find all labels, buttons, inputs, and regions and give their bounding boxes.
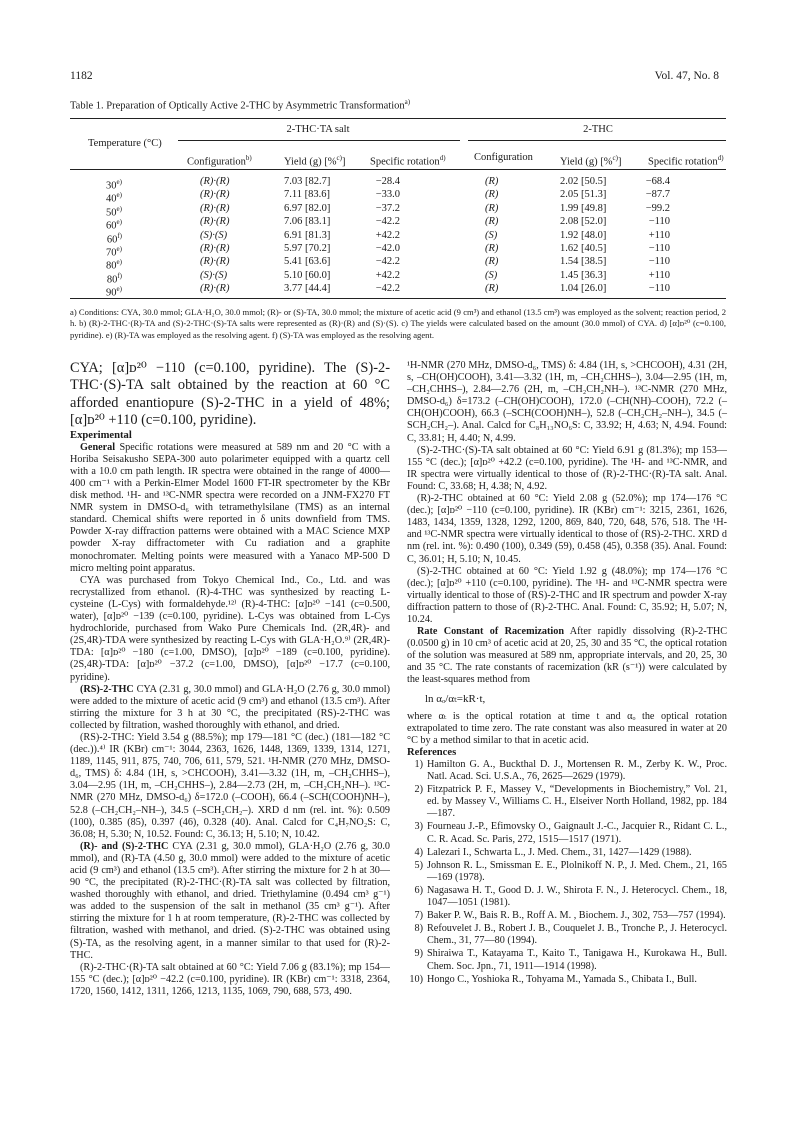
cell-config2: (R)	[485, 256, 499, 268]
cell-temperature-value: 80	[106, 260, 117, 272]
cell-rot: −42.2	[375, 216, 400, 228]
rate-run-in: Rate Constant of Racemization	[417, 626, 564, 638]
cell-config: (R)·(R)	[200, 256, 230, 268]
page-number: 1182	[70, 70, 93, 82]
header-yield-salt	[284, 152, 345, 169]
cell-config: (R)·(R)	[200, 216, 230, 228]
rs2-text: CYA (2.31 g, 30.0 mmol), GLA·H₂O (2.76 g, 30.0 mmol), and (R)-TA (4.50 g, 30.0 mmol) were added to the mixture of acetic acid (9 cm³) and ethanol (13.5 cm³). After stirring the mixture for 2 h at 30—90 °C, the precipitated (R)-2-THC·(R)-TA salt was collected by filtration, washed thoroughly with ethanol, and dried. Triethylamine (0.494 cm³ g⁻¹) was added to the suspension of the salt in methanol (35 cm³ g⁻¹). After stirring the mixture for 1 h at room temperature, (R)-2-THC was collected by filtration, washed with methanol, and dried. (S)-2-THC was obtained using (S)-TA, as the resolving agent, in a manner similar to that used for (R)-2-THC.	[70, 840, 390, 961]
cell-config: (R)·(R)	[200, 243, 230, 254]
cell-config: (S)·(S)	[200, 229, 228, 241]
cell-config2: (S)	[485, 269, 498, 281]
cell-rot: −42.0	[375, 243, 400, 254]
general-paragraph	[70, 442, 390, 575]
references-list	[407, 759, 727, 986]
cell-rot2: −68.4	[645, 176, 670, 187]
cell-rot: +42.2	[375, 229, 400, 241]
cell-config2: (R)	[485, 243, 499, 254]
reference-text: Baker P. W., Bais R. B., Roff A. M. , Biochem. J., 302, 753—757 (1994).	[427, 910, 726, 922]
header-rotation-salt	[370, 152, 446, 169]
cell-rot2: −110	[648, 216, 670, 228]
cell-rot2: −110	[648, 256, 670, 268]
rate-text: After rapidly dissolving (R)-2-THC (0.0500 g) in 10 cm³ of acetic acid at 20, 25, 30 and 35 °C, the optical rotation of the solution was measured at 589 nm, appropriate intervals, and 20, 25, 30 and 35 °C. The rate constants of racemization (kR (s⁻¹)) were calculated by the least-squares method from	[407, 626, 727, 686]
cell-rot2: +110	[648, 269, 670, 281]
cell-rot: −33.0	[375, 189, 400, 201]
s-thc-paragraph: (S)-2-THC obtained at 60 °C: Yield 1.92 g (48.0%); mp 174—176 °C (dec.); [α]ᴅ²⁰ +110 (c=0.100, pyridine). The ¹H- and ¹³C-NMR spectra were virtually identical to those of (RS)-2-THC and IR spectrum and powder X-ray diffraction pattern to those of (R)-2-THC. Anal. Found: C, 35.92; H, 5.07; N, 10.24.	[407, 565, 727, 625]
reference-item	[407, 784, 727, 820]
header-rotation-thc	[648, 152, 724, 169]
cell-config: (R)·(R)	[200, 176, 230, 187]
header-rotation-salt-text: Specific rotation	[370, 156, 440, 168]
cell-yield2: 1.54 [38.5]	[560, 256, 607, 268]
cell-yield2: 1.04 [26.0]	[560, 283, 607, 295]
cell-rot2: −99.2	[645, 202, 670, 214]
header-yield-thc	[560, 152, 621, 169]
cell-yield2: 1.45 [36.3]	[560, 269, 607, 281]
cell-temperature-mark: f)	[117, 231, 122, 240]
header-rotation-thc-mark: d)	[717, 154, 724, 162]
header-configuration-salt-mark: b)	[245, 154, 252, 162]
ss-salt-paragraph: (S)-2-THC·(S)-TA salt obtained at 60 °C: Yield 6.91 g (81.3%); mp 153—155 °C (dec.); [α]ᴅ²⁰ +42.2 (c=0.100, pyridine). The ¹H- and ¹³C-NMR, and IR spectra were virtually identical to those of (R)-2-THC·(R)-TA salt. Anal. Found: C, 33.68; H, 4.38; N, 4.92.	[407, 444, 727, 492]
header-group-salt: 2-THC·TA salt	[286, 124, 350, 135]
cell-yield2: 1.99 [49.8]	[560, 202, 607, 214]
cell-temperature-value: 60	[106, 220, 117, 232]
left-column	[70, 360, 390, 998]
reference-text: Hongo C., Yoshioka R., Tohyama M., Yamada S., Chibata I., Bull.	[427, 973, 697, 985]
cell-rot2: −110	[648, 243, 670, 254]
reference-item	[407, 759, 727, 783]
reference-text: Refouvelet J. B., Robert J. B., Couquelet J. B., Tronche P., J. Heterocycl. Chem., 31, 77—80 (1994).	[427, 923, 727, 947]
cell-yield2: 2.08 [52.0]	[560, 216, 607, 228]
cell-temperature-mark: f)	[117, 271, 122, 280]
header-configuration-thc: Configuration	[474, 152, 533, 163]
cell-temperature-mark: e)	[116, 258, 122, 267]
cell-yield2: 2.05 [51.3]	[560, 189, 607, 201]
reference-item	[407, 974, 727, 986]
cell-temperature-value: 50	[106, 207, 117, 219]
cell-config: (R)·(R)	[200, 202, 230, 214]
reference-text: Nagasawa H. T., Good D. J. W., Shirota F. N., J. Heterocycl. Chem., 18, 1047—1051 (1981).	[427, 884, 727, 909]
rs-paragraph	[70, 684, 390, 732]
reference-item	[407, 923, 727, 947]
cell-temperature-value: 30	[106, 180, 117, 192]
cell-yield: 7.06 [83.1]	[284, 216, 331, 228]
cell-config2: (R)	[485, 202, 499, 214]
cell-temperature-value: 90	[106, 287, 117, 299]
header-configuration-salt-text: Configuration	[187, 156, 246, 168]
header-yield-thc-mark: c)	[612, 154, 618, 162]
cell-config2: (R)	[485, 189, 499, 201]
table-bottom-rule	[70, 298, 726, 299]
table-caption	[70, 98, 410, 112]
nmr-continuation: ¹H-NMR (270 MHz, DMSO-d₆, TMS) δ: 4.84 (1H, s, >CHCOOH), 4.31 (2H, s, –CH(OH)COOH), 3.41—3.32 (1H, m, –CH₂CHHS–), 3.04—2.95 (1H, m, –CH₂CHHS–), 2.84—2.76 (2H, m, –CH₂CH₂NH–). ¹³C-NMR (270 MHz, DMSO-d₆) δ=173.2 (–CH(OH)COOH), 172.0 (–CH(NH)–COOH), 72.2 (–CH(OH)COOH), 66.3 (–SCH(COOH)NH–), 52.8 (–CH₂CH₂–NH–), 34.5 (–SCH₂CH₂–). Anal. Calcd for C₈H₁₃NO₆S: C, 33.92; H, 4.63; N, 4.94. Found: C, 33.81; H, 4.40; N, 4.99.	[407, 360, 727, 444]
cell-yield: 5.97 [70.2]	[284, 243, 331, 254]
table-caption-footnote-mark: a)	[404, 98, 411, 106]
header-yield-thc-text: Yield (g) [%	[560, 156, 613, 168]
cell-temperature-value: 60	[106, 234, 118, 246]
cell-rot2: −110	[648, 283, 670, 295]
experimental-heading: Experimental	[70, 429, 132, 441]
reference-number: 2)	[414, 784, 423, 796]
cell-rot: −42.2	[375, 283, 400, 295]
reference-text: Hamilton G. A., Buckthal D. J., Mortensen R. M., Zerby K. W., Proc. Natl. Acad. Sci. U.S.A., 76, 2625—2629 (1979).	[427, 759, 727, 783]
reference-item	[407, 821, 727, 845]
cell-temperature-mark: e)	[116, 245, 122, 253]
right-column	[407, 360, 727, 987]
cell-yield: 5.10 [60.0]	[284, 269, 331, 281]
lead-paragraph: CYA; [α]ᴅ²⁰ −110 (c=0.100, pyridine). The (S)-2-THC·(S)-TA salt obtained by the reaction at 60 °C afforded enantiopure (S)-2-THC in a yield of 48%; [α]ᴅ²⁰ +110 (c=0.100, pyridine).	[70, 360, 390, 429]
cell-rot2: +110	[648, 229, 670, 241]
table-top-rule	[70, 118, 726, 119]
reference-number: 1)	[414, 759, 423, 770]
cell-config: (R)·(R)	[200, 189, 230, 201]
cell-config2: (R)	[485, 216, 499, 228]
cell-yield: 3.77 [44.4]	[284, 283, 331, 295]
reference-number: 6)	[414, 884, 423, 896]
reference-text: Shiraiwa T., Katayama T., Kaito T., Tanigawa H., Kurokawa H., Bull. Chem. Soc. Jpn., 71, 1911—1914 (1998).	[427, 948, 727, 972]
references-heading: References	[407, 746, 457, 758]
rs-run-in: (RS)-2-THC	[80, 683, 134, 695]
reference-item	[407, 910, 727, 922]
cell-temperature-mark: e)	[116, 204, 122, 213]
cell-config: (S)·(S)	[200, 269, 228, 281]
header-rotation-salt-mark: d)	[439, 154, 446, 162]
reference-number: 7)	[414, 910, 423, 922]
cell-temperature-mark: e)	[116, 218, 122, 227]
reference-text: Johnson R. L., Smissman E. E., Plolnikoff N. P., J. Med. Chem., 21, 165—169 (1978).	[427, 859, 727, 883]
salt-group-rule	[178, 140, 460, 141]
rate-paragraph	[407, 626, 727, 686]
reference-text: Fourneau J.-P., Efimovsky O., Gaignault J.-C., Jacquier R., Ridant C. L., C. R. Acad. Sc. Paris, 272, 1515—1517 (1971).	[427, 821, 727, 845]
rate-after-paragraph: where αₜ is the optical rotation at time t and αₒ the optical rotation extrapolated to time zero. The rate constant was also measured in water at 20 °C by a method similar to that in acetic acid.	[407, 710, 727, 746]
cell-yield2: 1.92 [48.0]	[560, 229, 607, 241]
header-yield-thc-end: ]	[617, 156, 622, 168]
header-yield-salt-mark: c)	[336, 154, 342, 162]
cell-yield: 7.03 [82.7]	[284, 176, 331, 187]
reference-item	[407, 847, 727, 859]
cell-yield: 7.11 [83.6]	[284, 189, 330, 201]
reference-item	[407, 885, 727, 909]
reference-text: Fitzpatrick P. F., Massey V., “Developments in Biochemistry,” Vol. 21, ed. by Massey V., Williams C. H., Elseiver North Holland, 1982, pp. 184—187.	[427, 784, 727, 820]
cell-config2: (S)	[485, 229, 498, 241]
header-configuration-salt	[187, 152, 252, 169]
rs-text: CYA (2.31 g, 30.0 mmol) and GLA·H₂O (2.76 g, 30.0 mmol) were added to the mixture of acetic acid (9 cm³) and ethanol (13.5 cm³). After stirring the mixture for 3 h at 30 °C, the precipitated (RS)-2-THC was collected by filtration, washed thoroughly with ethanol, and dried.	[70, 683, 390, 731]
general-text: Specific rotations were measured at 589 nm and 20 °C with a Horiba Seisakusho SEPA-300 auto polarimeter equipped with a quartz cell with a 10.0 cm path length. IR spectra were obtained in the range of 4000—400 cm⁻¹ with a Perkin-Elmer Model 1600 FT-IR spectrometer by the KBr disk method. ¹H- and ¹³C-NMR spectra were recorded on a JNM-FX270 FT NMR system in DMSO-d₆ with tetramethylsilane (TMS) as an internal standard. Chemical shifts were reported in δ units downfield from TMS. Powder X-ray diffraction patterns were obtained with a MAC Science MXP powder X-ray diffractometer with Cu radiation and a graphite monochromater. Melting points were measured with a Yanaco MP-500 D micro melting point apparatus.	[70, 441, 390, 574]
r-thc-paragraph: (R)-2-THC obtained at 60 °C: Yield 2.08 g (52.0%); mp 174—176 °C (dec.); [α]ᴅ²⁰ −110 (c=0.100, pyridine). IR (KBr) cm⁻¹: 3215, 2361, 1626, 1483, 1434, 1359, 1328, 1292, 1200, 869, 840, 720, 648, 576, 518. The ¹H- and ¹³C-NMR spectra were virtually identical to those of (RS)-2-THC. XRD d nm (rel. int. %): 0.490 (100), 0.349 (59), 0.458 (45), 0.358 (35). Anal. Found: C, 36.01; H, 5.10; N, 10.45.	[407, 493, 727, 565]
cell-rot2: −87.7	[645, 189, 670, 201]
cell-yield2: 2.02 [50.5]	[560, 176, 607, 187]
cell-yield: 5.41 [63.6]	[284, 256, 331, 268]
cya-paragraph: CYA was purchased from Tokyo Chemical Ind., Co., Ltd. and was recrystallized from ethanol. (R)-4-THC was synthesized by reacting L-cysteine (L-Cys) with formaldehyde.¹²⁾ (R)-4-THC: [α]ᴅ²⁰ −141 (c=0.500, water), [α]ᴅ²⁰ −139 (c=0.100, pyridine). L-Cys was obtained from L-Cys hydrochloride, purchased from Wako Pure Chemicals Ind. (2R,4R)- and (2S,4R)-TDA were synthesized by reacting L-Cys with GLA·H₂O.⁹⁾ (2R,4R)-TDA: [α]ᴅ²⁰ −180 (c=1.00, DMSO), [α]ᴅ²⁰ −189 (c=0.100, pyridine). (2S,4R)-TDA: [α]ᴅ²⁰ −37.2 (c=1.00, DMSO), [α]ᴅ²⁰ −17.7 (c=0.100, pyridine).	[70, 574, 390, 683]
cell-temperature-value: 80	[106, 274, 118, 286]
journal-volume: Vol. 47, No. 8	[654, 70, 719, 82]
cell-temperature-value: 40	[106, 193, 117, 205]
header-temperature: Temperature (°C)	[88, 138, 162, 149]
table-caption-text: Table 1. Preparation of Optically Active 2-THC by Asymmetric Transformation	[70, 100, 405, 112]
cell-temperature-mark: e)	[116, 191, 122, 200]
header-rotation-thc-text: Specific rotation	[648, 156, 718, 168]
table-header-rule	[70, 169, 726, 170]
header-yield-salt-end: ]	[341, 156, 346, 168]
reference-number: 9)	[414, 948, 423, 960]
rs2-paragraph	[70, 841, 390, 962]
cell-config2: (R)	[485, 176, 499, 187]
header-group-thc: 2-THC	[583, 124, 613, 135]
cell-config2: (R)	[485, 283, 499, 295]
rs-data-paragraph: (RS)-2-THC: Yield 3.54 g (88.5%); mp 179—181 °C (dec.) (181—182 °C (dec.)).⁴⁾ IR (KBr) cm⁻¹: 3044, 2363, 1626, 1448, 1369, 1339, 1314, 1271, 1189, 1145, 911, 875, 740, 706, 611, 579, 521. ¹H-NMR (270 MHz, DMSO-d₆, TMS) δ: 4.84 (1H, s, >CHCOOH), 3.41—3.32 (1H, m, –CH₂CHHS–), 3.04—2.95 (1H, m, –CH₂CHHS–), 2.84—2.73 (2H, m, –CH₂CH₂NH–). ¹³C-NMR (270 MHz, DMSO-d₆) δ=172.0 (–COOH), 66.4 (–SCH(COOH)NH–), 52.8 (–CH₂CH₂–NH–), 34.5 (–SCH₂CH₂–). XRD d nm (rel. int. %): 0.509 (100), 0.385 (85), 0.397 (46), 0.328 (40). Anal. Calcd for C₄H₇NO₂S: C, 36.08; H, 5.30; N, 10.52. Found: C, 36.13; H, 5.10; N, 10.42.	[70, 731, 390, 840]
cell-yield2: 1.62 [40.5]	[560, 243, 607, 254]
cell-yield: 6.97 [82.0]	[284, 202, 331, 214]
reference-number: 10)	[409, 973, 423, 985]
header-yield-salt-text: Yield (g) [%	[284, 156, 337, 168]
reference-number: 8)	[414, 923, 423, 935]
cell-yield: 6.91 [81.3]	[284, 229, 331, 241]
cell-config: (R)·(R)	[200, 283, 230, 295]
reference-number: 4)	[414, 846, 423, 858]
rr-salt-paragraph: (R)-2-THC·(R)-TA salt obtained at 60 °C: Yield 7.06 g (83.1%); mp 154—155 °C (dec.); [α]ᴅ²⁰ −42.2 (c=0.100, pyridine). IR (KBr) cm⁻¹: 3318, 2364, 1720, 1560, 1412, 1311, 1266, 1213, 1135, 1069, 790, 688, 573, 490.	[70, 961, 390, 997]
rs2-run-in: (R)- and (S)-2-THC	[80, 840, 169, 852]
cell-rot: +42.2	[375, 269, 400, 281]
reference-item	[407, 948, 727, 972]
cell-temperature-value: 70	[106, 247, 117, 259]
reference-item	[407, 860, 727, 884]
cell-rot: −37.2	[375, 202, 400, 214]
reference-text: Lalezari I., Schwarta L., J. Med. Chem., 31, 1427—1429 (1988).	[427, 846, 692, 858]
cell-rot: −28.4	[375, 176, 400, 187]
rate-equation: ln αₒ/αₜ=kR·t,	[425, 692, 486, 705]
reference-number: 5)	[414, 859, 423, 871]
table-footnotes: a) Conditions: CYA, 30.0 mmol; GLA·H₂O, 30.0 mmol; (R)- or (S)-TA, 30.0 mmol; the mixture of acetic acid (9 cm³) and ethanol (13.5 cm³) was employed as the solvent; reaction period, 2 h. b) (R)-2-THC·(R)-TA and (S)-2-THC·(S)-TA salts were represented as (R)·(R) and (S)·(S). c) The yields were calculated based on the amount (30.0 mmol) of CYA. d) [α]ᴅ²⁰ (c=0.100, pyridine). e) (R)-TA was employed as the resolving agent. f) (S)-TA was employed as the resolving agent.	[70, 307, 726, 340]
reference-number: 3)	[414, 821, 423, 833]
cell-rot: −42.2	[375, 256, 400, 268]
cell-temperature-mark: e)	[116, 178, 122, 186]
general-run-in: General	[80, 441, 116, 453]
thc-group-rule	[468, 140, 726, 141]
cell-temperature-mark: e)	[116, 285, 122, 294]
